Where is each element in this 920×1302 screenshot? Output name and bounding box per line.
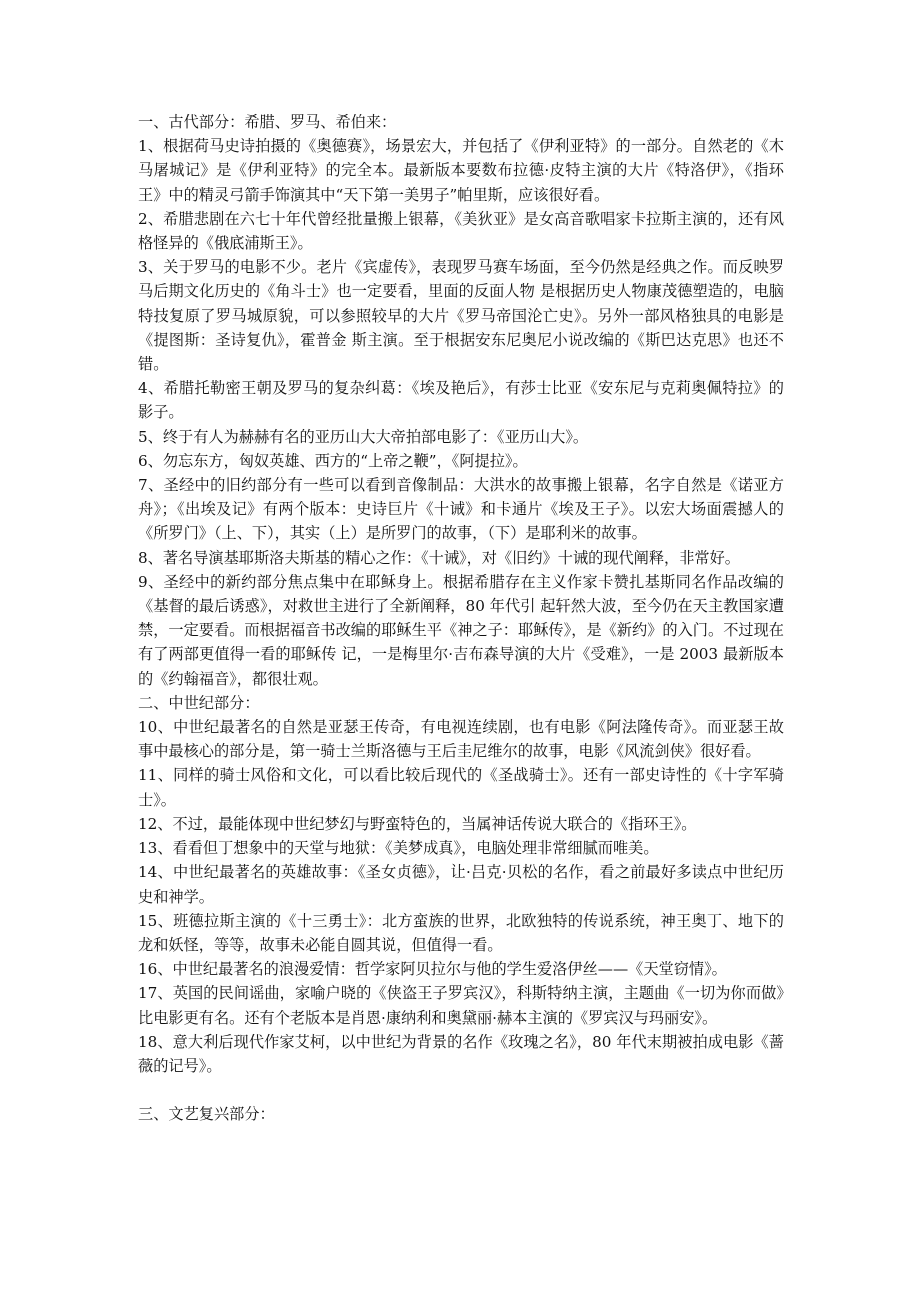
- paragraph-item-2: 2、希腊悲剧在六七十年代曾经批量搬上银幕，《美狄亚》是女高音歌唱家卡拉斯主演的，还有风格怪异的《俄底浦斯王》。: [138, 209, 784, 253]
- section-heading-renaissance: 三、文艺复兴部分：: [138, 1105, 275, 1124]
- section-heading-ancient: 一、古代部分：希腊、罗马、希伯来：: [138, 113, 397, 131]
- blank-line: [138, 1078, 784, 1102]
- paragraph-item-10: 10、中世纪最著名的自然是亚瑟王传奇，有电视连续剧，也有电影《阿法隆传奇》。而亚瑟王故事中最核心的部分是，第一骑士兰斯洛德与王后圭尼维尔的故事，电影《风流剑侠》很好看。: [138, 718, 784, 761]
- paragraph-item-18: 18、意大利后现代作家艾柯，以中世纪为背景的名作《玫瑰之名》，80 年代末期被拍成电影《蔷薇的记号》。: [138, 1032, 784, 1075]
- paragraph-item-16: 16、中世纪最著名的浪漫爱情：哲学家阿贝拉尔与他的学生爱洛伊丝——《天堂窃情》。: [138, 960, 727, 979]
- paragraph-item-17: 17、英国的民间谣曲，家喻户晓的《侠盗王子罗宾汉》，科斯特纳主演，主题曲《一切为你而做》比电影更有名。还有个老版本是肖恩·康纳利和奥黛丽·赫本主演的《罗宾汉与玛丽安》。: [138, 984, 784, 1027]
- paragraph-item-5: 5、终于有人为赫赫有名的亚历山大大帝拍部电影了：《亚历山大》。: [138, 427, 589, 446]
- paragraph-item-4: 4、希腊托勒密王朝及罗马的复杂纠葛：《埃及艳后》，有莎士比亚《安东尼与克莉奥佩特拉》的影子。: [138, 379, 784, 422]
- paragraph-item-11: 11、同样的骑士风俗和文化，可以看比较后现代的《圣战骑士》。还有一部史诗性的《十字军骑士》。: [138, 766, 784, 809]
- paragraph-item-3: 3、关于罗马的电影不少。老片《宾虚传》，表现罗马赛车场面，至今仍然是经典之作。而反映罗马后期文化历史的《角斗士》也一定要看，里面的反面人物 是根据历史人物康茂德塑造的，电脑特技复原了罗马城原貌，可以参照较早的大片《罗马帝国沦亡史》。另外一部风格独具的电影是《提图斯：圣诗复仇》，霍普金 斯主演。至于根据安东尼奥尼小说改编的《斯巴达克思》也还不错。: [138, 258, 784, 374]
- paragraph-item-15: 15、班德拉斯主演的《十三勇士》：北方蛮族的世界，北欧独特的传说系统，神王奥丁、地下的龙和妖怪，等等，故事未必能自圆其说，但值得一看。: [138, 911, 784, 954]
- paragraph-item-9: 9、圣经中的新约部分焦点集中在耶稣身上。根据希腊存在主义作家卡赞扎基斯同名作品改编的《基督的最后诱惑》，对救世主进行了全新阐释，80 年代引 起轩然大波，至今仍在天主教国家遭禁，一定要看。而根据福音书改编的耶稣生平《神之子：耶稣传》，是《新约》的入门。不过现在有了两部更值得一看的耶稣传 记，一是梅里尔·吉布森导演的大片《受难》，一是 2003 最新版本的《约翰福音》，都很壮观。: [138, 572, 784, 688]
- paragraph-item-1: 1、根据荷马史诗拍摄的《奥德赛》，场景宏大，并包括了《伊利亚特》的一部分。自然老的《木马屠城记》是《伊利亚特》的完全本。最新版本要数布拉德·皮特主演的大片《特洛伊》，《指环王》中的精灵弓箭手饰演其中“天下第一美男子”帕里斯，应该很好看。: [138, 137, 784, 204]
- paragraph-item-12: 12、不过，最能体现中世纪梦幻与野蛮特色的，当属神话传说大联合的《指环王》。: [138, 814, 697, 833]
- section-heading-medieval: 二、中世纪部分：: [138, 693, 260, 712]
- paragraph-item-13: 13、看看但丁想象中的天堂与地狱：《美梦成真》，电脑处理非常细腻而唯美。: [138, 839, 659, 858]
- paragraph-item-7: 7、圣经中的旧约部分有一些可以看到音像制品：大洪水的故事搬上银幕，名字自然是《诺亚方舟》；《出埃及记》有两个版本：史诗巨片《十诫》和卡通片《埃及王子》。以宏大场面震撼人的《所罗门》（上、下），其实（上）是所罗门的故事，（下）是耶利米的故事。: [138, 476, 784, 543]
- paragraph-item-8: 8、著名导演基耶斯洛夫斯基的精心之作：《十诫》，对《旧约》十诫的现代阐释，非常好。: [138, 548, 740, 567]
- paragraph-item-14: 14、中世纪最著名的英雄故事：《圣女贞德》，让·吕克·贝松的名作，看之前最好多读点中世纪历史和神学。: [138, 863, 784, 906]
- document-page: [138, 110, 784, 1127]
- paragraph-item-6: 6、勿忘东方，匈奴英雄、西方的“上帝之鞭”，《阿提拉》。: [138, 451, 528, 470]
